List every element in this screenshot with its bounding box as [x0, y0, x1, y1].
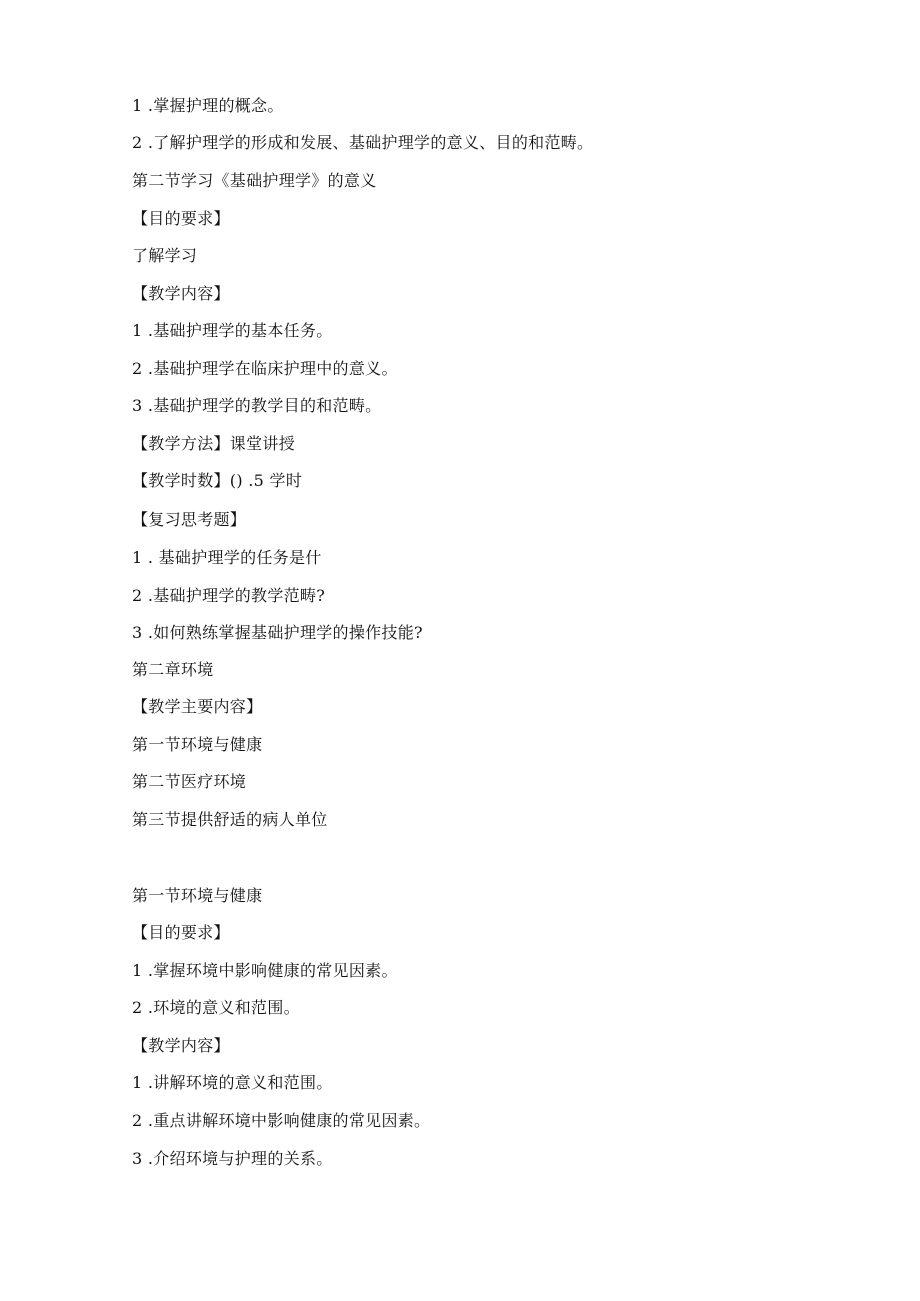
chapter-section-2: 第二节医疗环境 — [132, 772, 247, 791]
content-label: 【教学内容】 — [132, 284, 230, 303]
chapter-section-3: 第三节提供舒适的病人单位 — [132, 810, 328, 829]
objective-item-env-1: 1 .掌握环境中影响健康的常见因素。 — [132, 961, 398, 980]
objective-item-1: 1 .掌握护理的概念。 — [132, 96, 284, 115]
content-label-2: 【教学内容】 — [132, 1036, 230, 1055]
section-heading: 第二节学习《基础护理学》的意义 — [132, 171, 377, 190]
review-question-1: 1 . 基础护理学的任务是什 — [132, 548, 322, 567]
review-questions-label: 【复习思考题】 — [132, 510, 247, 529]
main-content-label: 【教学主要内容】 — [132, 697, 263, 716]
section-heading-2: 第一节环境与健康 — [132, 886, 263, 905]
content-item-2: 2 .基础护理学在临床护理中的意义。 — [132, 359, 398, 378]
objective-item-env-2: 2 .环境的意义和范围。 — [132, 998, 300, 1017]
review-question-2: 2 .基础护理学的教学范畴? — [132, 586, 326, 605]
objectives-label: 【目的要求】 — [132, 209, 230, 228]
review-question-3: 3 .如何熟练掌握基础护理学的操作技能? — [132, 623, 423, 642]
teaching-method: 【教学方法】课堂讲授 — [132, 434, 296, 453]
content-item-3: 3 .基础护理学的教学目的和范畴。 — [132, 396, 382, 415]
objective-item-2: 2 .了解护理学的形成和发展、基础护理学的意义、目的和范畴。 — [132, 133, 594, 152]
chapter-section-1: 第一节环境与健康 — [132, 735, 263, 754]
content-item-env-2: 2 .重点讲解环境中影响健康的常见因素。 — [132, 1111, 431, 1130]
content-item-env-1: 1 .讲解环境的意义和范围。 — [132, 1073, 333, 1092]
content-item-1: 1 .基础护理学的基本任务。 — [132, 321, 333, 340]
teaching-hours: 【教学时数】() .5 学时 — [132, 471, 303, 490]
objectives-label-2: 【目的要求】 — [132, 923, 230, 942]
objectives-text: 了解学习 — [132, 246, 198, 265]
content-item-env-3: 3 .介绍环境与护理的关系。 — [132, 1149, 333, 1168]
chapter-heading: 第二章环境 — [132, 660, 214, 679]
